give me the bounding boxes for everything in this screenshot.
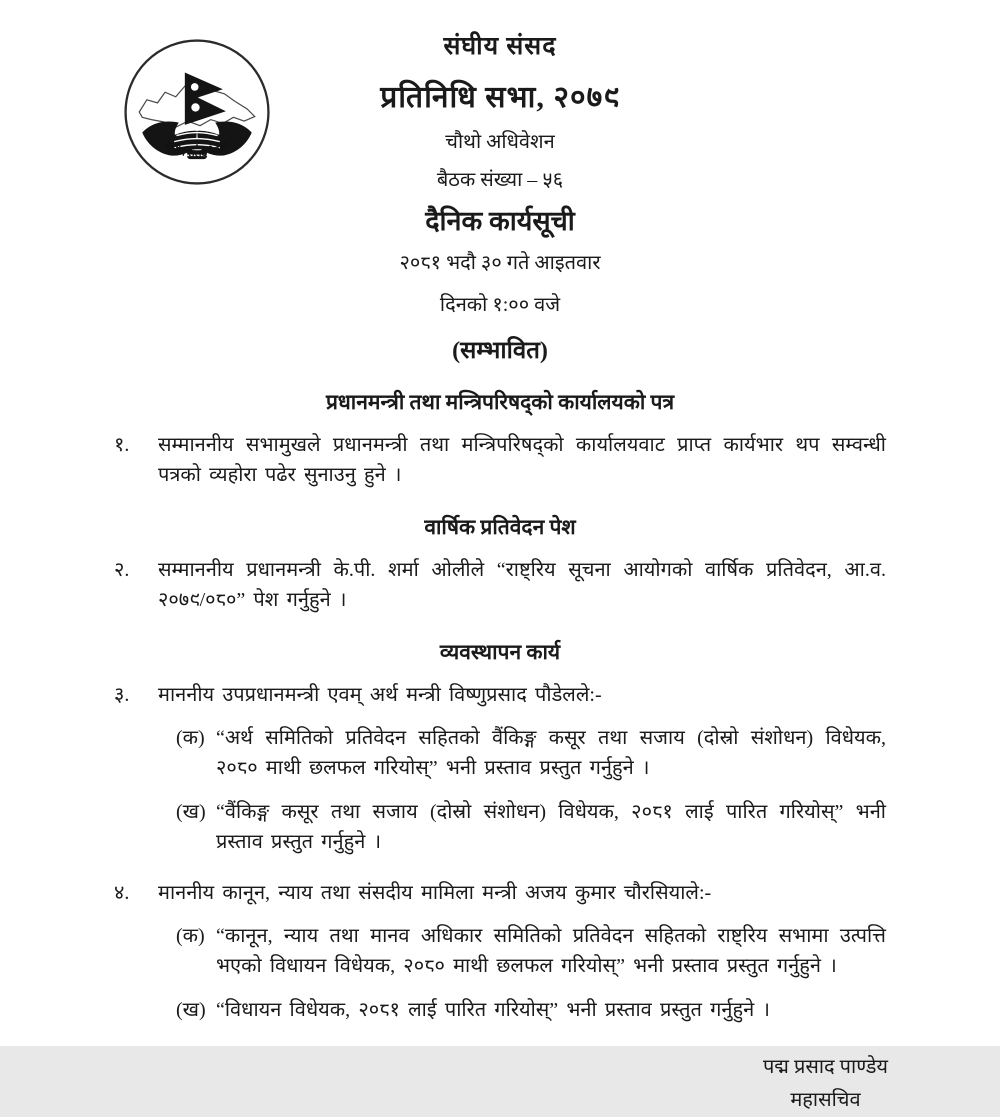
agenda-item-4-sub-ka [176,921,886,982]
session-line: चौथो अधिवेशन [445,131,555,153]
section-heading-pm-office-letter: प्रधानमन्त्री तथा मन्त्रिपरिषद्को कार्यालयको पत्र [325,390,675,414]
item-number: २. [114,558,130,581]
house-title: प्रतिनिधि सभा, २०७९ [380,81,620,114]
agenda-item-4-sub-kha [176,995,886,1025]
item-number: १. [114,434,130,456]
subitem-text: “कानून, न्याय तथा मानव अधिकार समितिको प्रतिवेदन सहितको राष्ट्रिय सभामा उत्पत्ति भएको विधायन विधेयक, २०८० माथी छलफल गरियोस्” भनी प्रस्ताव प्रस्तुत गर्नुहुने । [216,924,886,978]
agenda-item-1 [114,430,886,491]
item-text: सम्माननीय सभामुखले प्रधानमन्त्री तथा मन्त्रिपरिषद्को कार्यालयवाट प्राप्त कार्यभार थप सम्वन्धी पत्रको व्यहोरा पढेर सुनाउनु हुने । [158,434,886,487]
section-heading-legislative-business: व्यवस्थापन कार्य [439,639,561,664]
item-text: माननीय उपप्रधानमन्त्री एवम् अर्थ मन्त्री विष्णुप्रसाद पौडेलले:- [158,683,602,706]
subitem-text: “वैंकिङ्ग कसूर तथा सजाय (दोस्रो संशोधन) विधेयक, २०८१ लाई पारित गरियोस्” भनी प्रस्ताव प्रस्तुत गर्नुहुने । [216,800,886,854]
agenda-title: दैनिक कार्यसूची [425,206,575,236]
item-text: माननीय कानून, न्याय तथा संसदीय मामिला मन्त्री अजय कुमार चौरसियाले:- [158,881,712,904]
flag-moon-icon [191,83,199,91]
item-number: ४. [114,881,130,904]
subitem-label: (ख) [176,800,206,823]
signature-block [763,1051,888,1117]
signature-name: पद्म प्रसाद पाण्डेय [762,1056,888,1079]
subitem-label: (ख) [176,998,206,1021]
agenda-date: २०८१ भदौ ३० गते आइतवार [399,252,601,274]
agenda-item-2 [114,555,886,616]
agenda-item-4 [114,878,886,908]
item-text: सम्माननीय प्रधानमन्त्री के.पी. शर्मा ओलीले “राष्ट्रिय सूचना आयोगको वार्षिक प्रतिवेदन, आ.व. २०७९/०८०” पेश गर्नुहुने । [158,558,886,612]
item-number: ३. [114,683,130,706]
agenda-item-3 [114,680,886,710]
subitem-text: “विधायन विधेयक, २०८१ लाई पारित गरियोस्” भनी प्रस्ताव प्रस्तुत गर्नुहुने । [216,998,770,1021]
parliament-title: संघीय संसद [443,33,557,60]
agenda-item-3-sub-ka [176,723,886,784]
signature-title: महासचिव [790,1089,861,1112]
agenda-item-3-sub-kha [176,797,886,858]
agenda-body [0,388,1000,1025]
federal-parliament-nepal-seal-icon [121,36,273,188]
section-heading-annual-report: वार्षिक प्रतिवेदन पेश [424,514,576,539]
subitem-label: (क) [176,726,205,749]
meeting-number-line: बैठक संख्या – ५६ [436,169,564,191]
flag-sun-icon [191,103,199,111]
subitem-label: (क) [176,924,205,947]
subitem-text: “अर्थ समितिको प्रतिवेदन सहितको वैंकिङ्ग कसूर तथा सजाय (दोस्रो संशोधन) विधेयक, २०८० माथी छलफल गरियोस्” भनी प्रस्ताव प्रस्तुत गर्नुहुने । [216,726,886,780]
agenda-time: दिनको १:०० वजे [439,294,561,316]
seal-caption: संघीय संसद नेपाल [162,140,232,161]
tentative-label: (सम्भावित) [452,338,548,364]
